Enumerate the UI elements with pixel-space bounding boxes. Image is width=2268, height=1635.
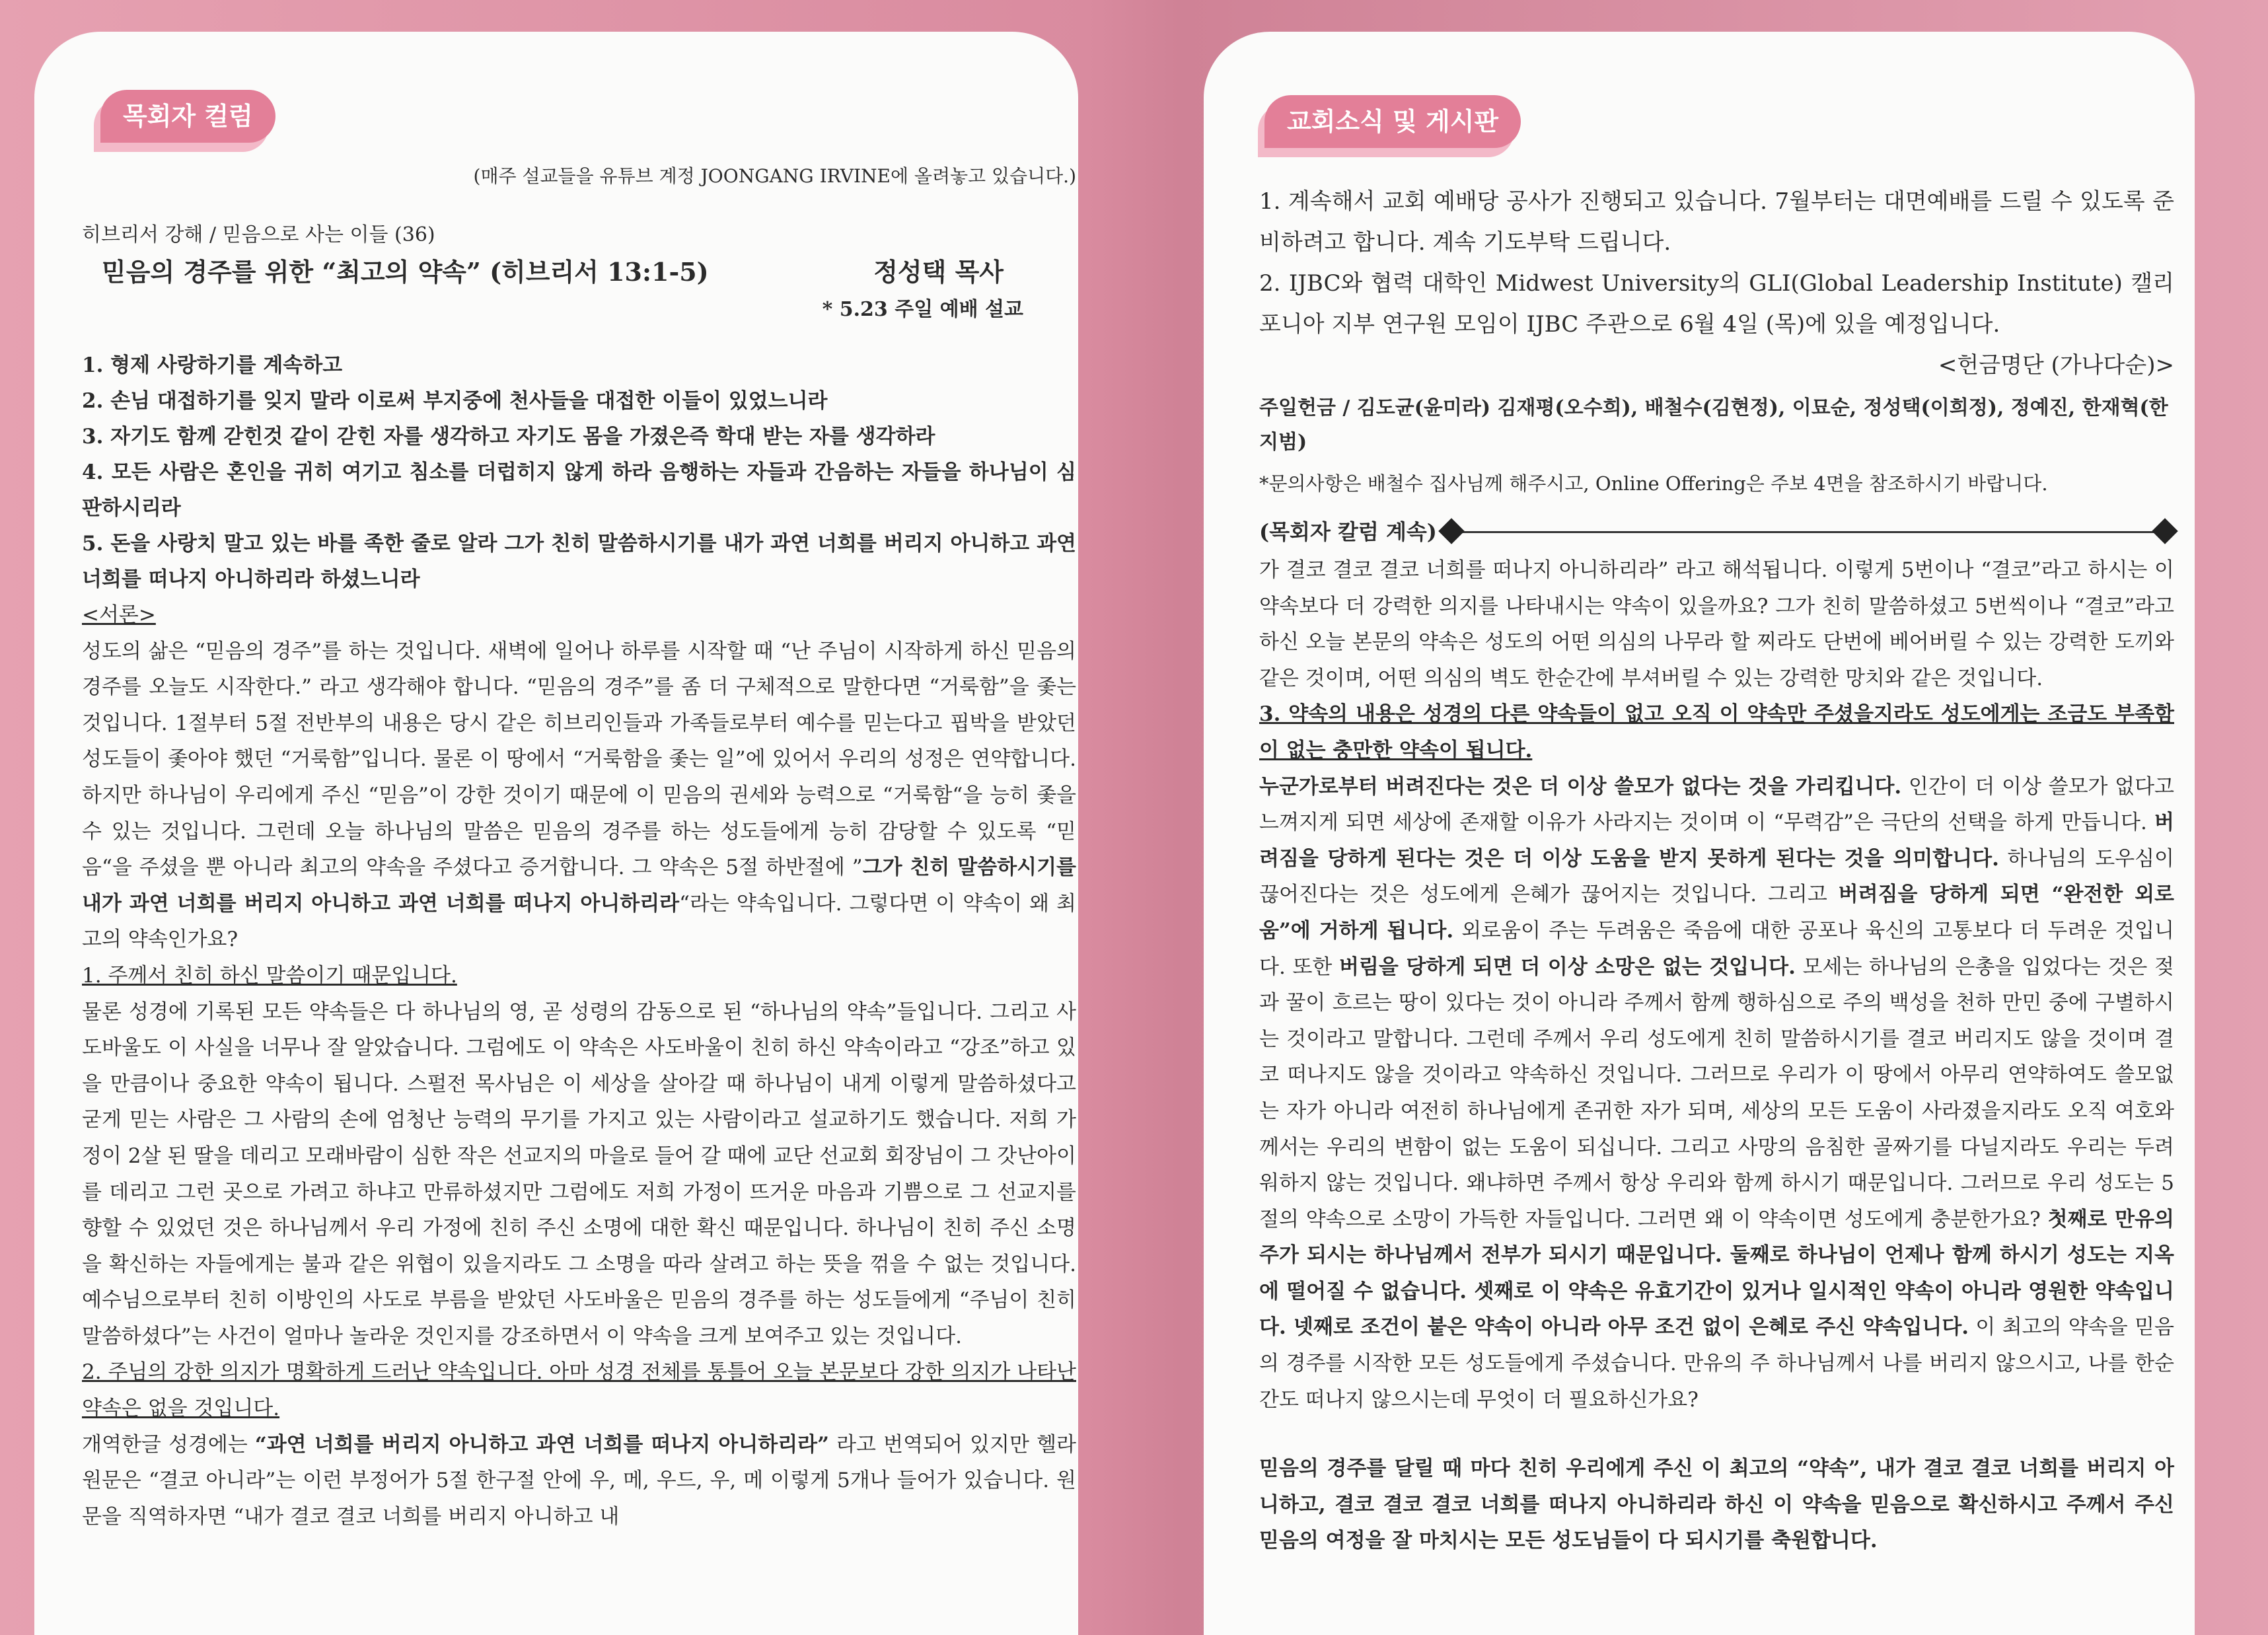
scripture-verse: 1. 형제 사랑하기를 계속하고 [82, 353, 343, 377]
intro-heading: <서론> [82, 603, 156, 627]
divider-line [1442, 531, 2174, 533]
column-continued-heading: (목회자 칼럼 계속) [1259, 515, 2174, 548]
column-continued-paragraph: 가 결코 결코 결코 너희를 떠나지 아니하리라” 라고 해석됩니다. 이렇게 5번이나 “결코”라고 하시는 이 약속보다 더 강력한 의지를 나타내시는 약속이 있을까요? 그가 친히 말씀하셨고 5번씩이나 “결코”라고 하신 오늘 본문의 약속은 성도의 어떤 의심의 나무라 할 찌라도 단번에 베어버릴 수 있는 강력한 도끼와 같은 것이며, 어떤 의심의 벽도 한순간에 부셔버릴 수 있는 강력한 망치와 같은 것입니다. [1259, 558, 2174, 690]
scripture-verse: 5. 돈을 사랑치 말고 있는 바를 족한 줄로 알라 그가 친히 말씀하시기를 내가 과연 너희를 버리지 아니하고 과연 너희를 떠나지 아니하리라 하셨느니라 [82, 532, 1076, 591]
right-page [1204, 32, 2195, 1635]
sermon-author: 정성택 목사 [873, 257, 1004, 287]
news-item: 1. 계속해서 교회 예배당 공사가 진행되고 있습니다. 7월부터는 대면예배를 드릴 수 있도록 준비하려고 합니다. 계속 기도부탁 드립니다. [1259, 188, 2174, 256]
intro-paragraph: 성도의 삶은 “믿음의 경주”를 하는 것입니다. 새벽에 일어나 하루를 시작할 때 “난 주님이 시작하게 하신 믿음의 경주를 오늘도 시작한다.” 라고 생각해야 합니다. “믿음의 경주”를 좀 더 구체적으로 말한다면 “거룩함”을 좇는 것입니다. 1절부터 5절 전반부의 내용은 당시 같은 히브리인들과 가족들로부터 예수를 믿는다고 핍박을 받았던 성도들이 좇아야 했던 “거룩함”입니다. 물론 이 땅에서 “거룩함을 좇는 일”에 있어서 우리의 성정은 연약합니다. 하지만 하나님이 우리에게 주신 “믿음”이 강한 것이기 때문에 이 믿음의 권세와 능력으로 “거룩함“을 능히 좇을 수 있는 것입니다. 그런데 오늘 하나님의 말씀은 믿음의 경주를 하는 성도들에게 능히 감당할 수 있도록 “믿음“을 주셨을 뿐 아니라 최고의 약속을 주셨다고 증거합니다. 그 약속은 5절 하반절에 ”그가 친히 말씀하시기를 내가 과연 너희를 버리지 아니하고 과연 너희를 떠나지 아니하리라“라는 약속입니다. 그렇다면 이 약속이 왜 최고의 약속인가요? [82, 639, 1076, 952]
pastor-column [82, 164, 1076, 1535]
sermon-date: * 5.23 주일 예배 설교 [822, 298, 1023, 321]
offering-note: *문의사항은 배철수 집사님께 해주시고, Online Offering은 주보 4면을 참조하시기 바랍니다. [1259, 472, 2048, 495]
sermon-series: 히브리서 강해 / 믿음으로 사는 이들 (36) [82, 223, 435, 246]
sermon-headline [82, 252, 1076, 292]
sermon-title: 믿음의 경주를 위한 “최고의 약속” (히브리서 13:1-5) [102, 257, 709, 287]
offering-heading: <헌금명단 (가나다순)> [1938, 352, 2174, 379]
point-2-heading: 2. 주님의 강한 의지가 명확하게 드러난 약속입니다. 아마 성경 전체를 통틀어 오늘 본문보다 강한 의지가 나타난 약속은 없을 것입니다. [82, 1360, 1076, 1421]
youtube-note: (매주 설교들을 유튜브 계정 JOONGANG IRVINE에 올려놓고 있습니다.) [473, 165, 1076, 187]
offering-list: 주일헌금 / 김도균(윤미라) 김재평(오수희), 배철수(김현정), 이묘순, 정성택(이희정), 정예진, 한재혁(한지범) [1259, 396, 2168, 454]
news-item: 2. IJBC와 협력 대학인 Midwest University의 GLI(Global Leadership Institute) 캘리포니아 지부 연구원 모임이 IJBC 주관으로 6월 4일 (목)에 있을 예정입니다. [1259, 270, 2174, 338]
church-news-tab: 교회소식 및 게시판 [1264, 95, 1521, 148]
scripture-verse: 2. 손님 대접하기를 잊지 말라 이로써 부지중에 천사들을 대접한 이들이 있었느니라 [82, 389, 828, 413]
pastor-column-tab: 목회자 컬럼 [100, 90, 275, 143]
point-3-paragraph: 누군가로부터 버려진다는 것은 더 이상 쓸모가 없다는 것을 가리킵니다. 인간이 더 이상 쓸모가 없다고 느껴지게 되면 세상에 존재할 이유가 사라지는 것이며 이 “무력감”은 극단의 선택을 하게 만듭니다. 버려짐을 당하게 된다는 것은 더 이상 도움을 받지 못하게 된다는 것을 의미합니다. 하나님의 도우심이 끊어진다는 것은 성도에게 은혜가 끊어지는 것입니다. 그리고 버려짐을 당하게 되면 “완전한 외로움”에 거하게 됩니다. 외로움이 주는 두려움은 죽음에 대한 공포나 육신의 고통보다 더 두려운 것입니다. 또한 버림을 당하게 되면 더 이상 소망은 없는 것입니다. 모세는 하나님의 은총을 입었다는 것은 젖과 꿀이 흐르는 땅이 있다는 것이 아니라 주께서 함께 행하심으로 주의 백성을 천하 만민 중에 구별하시는 것이라고 말합니다. 그런데 주께서 우리 성도에게 친히 말씀하시기를 결코 버리지도 않을 것이며 결코 떠나지도 않을 것이라고 약속하신 것입니다. 그러므로 우리가 이 땅에서 아무리 연약하여도 쓸모없는 자가 아니라 여전히 하나님에게 존귀한 자가 되며, 세상의 모든 도움이 사라졌을지라도 오직 여호와께서는 우리의 변함이 없는 도움이 되십니다. 그리고 사망의 음침한 골짜기를 다닐지라도 우리는 두려워하지 않는 것입니다. 왜냐하면 주께서 항상 우리와 함께 하시기 때문입니다. 그러므로 우리 성도는 5절의 약속으로 소망이 가득한 자들입니다. 그러면 왜 이 약속이면 성도에게 충분한가요? 첫째로 만유의 주가 되시는 하나님께서 전부가 되시기 때문입니다. 둘째로 하나님이 언제나 함께 하시기 성도는 지옥에 떨어질 수 없습니다. 셋째로 이 약속은 유효기간이 있거나 일시적인 약속이 아니라 영원한 약속입니다. 넷째로 조건이 붙은 약속이 아니라 아무 조건 없이 은혜로 주신 약속입니다. 이 최고의 약속을 믿음의 경주를 시작한 모든 성도들에게 주셨습니다. 만유의 주 하나님께서 나를 버리지 않으시고, 나를 한순간도 떠나지 않으시는데 무엇이 더 필요하신가요? [1259, 774, 2175, 1412]
closing-paragraph: 믿음의 경주를 달릴 때 마다 친히 우리에게 주신 이 최고의 “약속”, 내가 결코 결코 너희를 버리지 아니하고, 결코 결코 결코 너희를 떠나지 아니하리라 하신 이 약속을 믿음으로 확신하시고 주께서 주신 믿음의 여정을 잘 마치시는 모든 성도님들이 다 되시기를 축원합니다. [1259, 1457, 2174, 1553]
scripture-verse: 3. 자기도 함께 갇힌것 같이 갇힌 자를 생각하고 자기도 몸을 가졌은즉 학대 받는 자를 생각하라 [82, 425, 935, 449]
point-2-paragraph: 개역한글 성경에는 “과연 너희를 버리지 아니하고 과연 너희를 떠나지 아니하리라” 라고 번역되어 있지만 헬라 원문은 “결코 아니라”는 이런 부정어가 5절 한구절 안에 우, 메, 우드, 우, 메 이렇게 5개나 들어가 있습니다. 원문을 직역하자면 “내가 결코 결코 너희를 버리지 아니하고 내 [82, 1432, 1076, 1529]
scripture-verse: 4. 모든 사람은 혼인을 귀히 여기고 침소를 더럽히지 않게 하라 음행하는 자들과 간음하는 자들을 하나님이 심판하시리라 [82, 460, 1076, 520]
left-page [34, 32, 1078, 1635]
point-1-heading: 1. 주께서 친히 하신 말씀이기 때문입니다. [82, 963, 457, 988]
point-1-paragraph: 물론 성경에 기록된 모든 약속들은 다 하나님의 영, 곧 성령의 감동으로 된 “하나님의 약속”들입니다. 그리고 사도바울도 이 사실을 너무나 잘 알았습니다. 그럼에도 이 약속은 사도바울이 친히 하신 약속이라고 “강조”하고 있을 만큼이나 중요한 약속이 됩니다. 스펄전 목사님은 이 세상을 살아갈 때 하나님이 내게 이렇게 말씀하셨다고 굳게 믿는 사람은 그 사람의 손에 엄청난 능력의 무기를 가지고 있는 사람이라고 설교하기도 했습니다. 저희 가정이 2살 된 딸을 데리고 모래바람이 심한 작은 선교지의 마을로 들어 갈 때에 교단 선교회 회장님이 그 갓난아이를 데리고 그런 곳으로 가려고 하냐고 만류하셨지만 그럼에도 저희 가정이 뜨거운 마음과 기쁨으로 그 선교지를 향할 수 있었던 것은 하나님께서 우리 가정에 친히 주신 소명에 대한 확신 때문입니다. 하나님이 친히 주신 소명을 확신하는 자들에게는 불과 같은 위협이 있을지라도 그 소명을 따라 살려고 하는 뜻을 꺾을 수 없는 것입니다. 예수님으로부터 친히 이방인의 사도로 부름을 받았던 사도바울은 믿음의 경주를 하는 성도들에게 “주님이 친히 말씀하셨다”는 사건이 얼마나 놀라운 것인지를 강조하면서 이 약속을 크게 보여주고 있는 것입니다. [82, 999, 1076, 1348]
church-news [1259, 181, 2174, 1559]
point-3-heading: 3. 약속의 내용은 성경의 다른 약속들이 없고 오직 이 약속만 주셨을지라도 성도에게는 조금도 부족함이 없는 충만한 약속이 됩니다. [1259, 702, 2174, 762]
